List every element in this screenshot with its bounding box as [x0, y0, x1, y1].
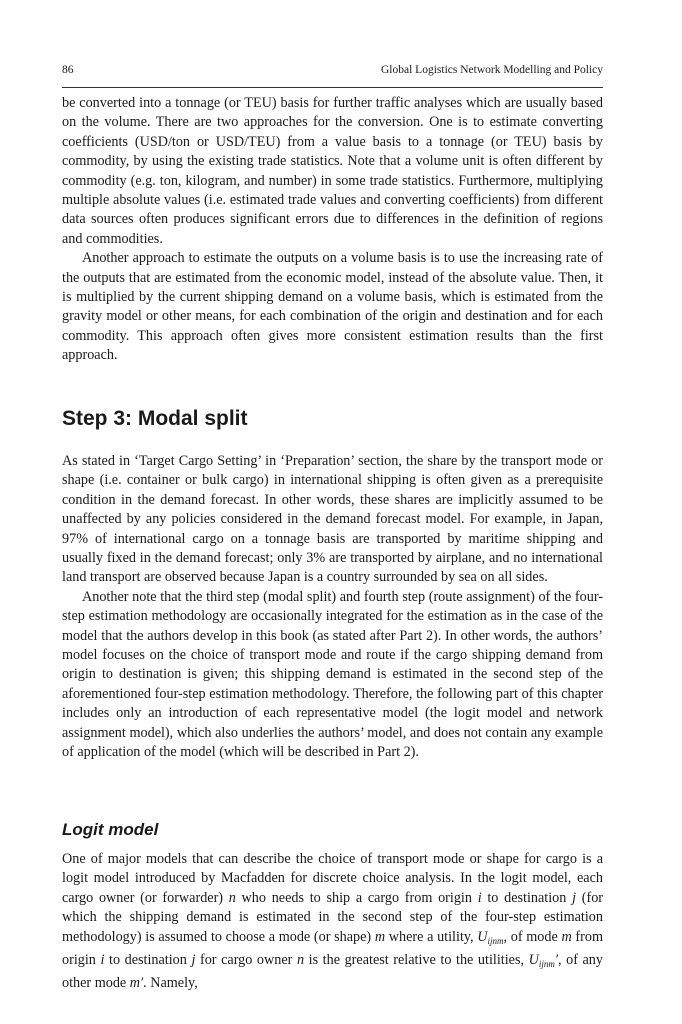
text-run: where a utility, — [385, 928, 478, 945]
utility-subscript: ijnm — [538, 959, 555, 970]
prime-mark: ′ — [554, 952, 558, 969]
subsection-heading: Logit model — [62, 820, 159, 839]
math-variable: i — [100, 952, 105, 969]
text-run: , of mode — [503, 928, 562, 945]
paragraph: be converted into a tonnage (or TEU) basis for further traffic analyses which are usually based on the volume. There are two approaches for the conversion. One is to estimate converting coefficients (USD/ton or USD/TEU) from a value basis to a tonnage (or TEU) basis by commodity, by using the existing trade statistics. Note that a volume unit is often different by commodity (e.g. ton, kilogram, and number) in some trade statistics. Furthermore, multiplying multiple absolute values (i.e. estimated trade values and converting coefficients) from different data sources often produces significant errors due to differences in the definition of regions and commodities. — [62, 95, 603, 247]
math-variable: m′ — [129, 975, 144, 992]
text-run: for cargo owner — [195, 952, 297, 969]
section-heading: Step 3: Modal split — [62, 407, 248, 430]
text-run: from origin — [62, 928, 603, 969]
text-run: (for which the shipping demand is estimated in the second step of the four-step estimation methodology) is assumed to choose a mode (or shape) — [62, 889, 604, 945]
text-run: to destination — [481, 889, 573, 906]
text-run: , of any other mode — [62, 952, 603, 992]
paragraph: Another approach to estimate the outputs on a volume basis is to use the increasing rate of the outputs that are estimated from the economic model, instead of the absolute value. Then, it is multiplied by the current shipping demand on a volume basis, which is estimated from the gravity model or other means, for each combination of the origin and destination and for each commodity. This approach often gives more consistent estimation results than the first approach. — [62, 250, 603, 364]
text-run: One of major models that can describe the choice of transport mode or shape for cargo is a logit model introduced by Macfadden for discrete choice analysis. In the logit model, each cargo owner (or forwarder) — [62, 851, 603, 906]
paragraph: Another note that the third step (modal split) and fourth step (route assignment) of the four-step estimation methodology are occasionally integrated for the estimation as in the case of the model that the authors develop in this book (as stated after Part 2). In other words, the authors’ model focuses on the choice of transport mode and route if the cargo shipping demand from origin to destination is given; this shipping demand is estimated in the second step of the aforementioned four-step estimation methodology. Therefore, the following part of this chapter includes only an introduction of each representative model (the logit model and network assignment model), which also underlies the authors’ model, and does not contain any example of application of the model (which will be described in Part 2). — [62, 588, 603, 761]
utility-symbol: U — [528, 952, 539, 969]
text-run: is the greatest relative to the utilities, — [304, 952, 529, 969]
math-variable: j — [191, 952, 196, 969]
paragraph: As stated in ‘Target Cargo Setting’ in ‘Preparation’ section, the share by the transport mode or shape (i.e. container or bulk cargo) in international shipping is often given as a prerequisite condition in the demand forecast. In other words, these shares are implicitly assumed to be unaffected by any policies considered in the demand forecast model. For example, in Japan, 97% of international cargo on a tonnage basis are transported by maritime shipping and usually fixed in the demand forecast; only 3% are transported by airplane, and no international land transport are observed because Japan is a country surrounded by sea on all sides. — [62, 453, 603, 586]
logit-model-section — [62, 850, 603, 994]
text-run: . Namely, — [143, 975, 198, 992]
math-variable: m — [561, 928, 572, 945]
modal-split-section — [62, 452, 603, 763]
page-header — [62, 64, 603, 84]
math-variable: j — [572, 889, 577, 906]
math-variable: m — [374, 928, 386, 945]
utility-symbol: U — [477, 928, 488, 945]
math-variable: n — [296, 952, 305, 969]
section-continuation — [62, 94, 603, 366]
utility-subscript: ijnm — [487, 935, 504, 946]
page-number: 86 — [62, 64, 74, 76]
math-variable: i — [477, 889, 482, 906]
text-run: to destination — [104, 952, 192, 969]
running-title: Global Logistics Network Modelling and Policy — [381, 64, 603, 76]
paragraph — [62, 850, 603, 994]
text-run: who needs to ship a cargo from origin — [235, 889, 478, 906]
header-rule — [62, 87, 603, 88]
math-variable: n — [228, 889, 236, 906]
